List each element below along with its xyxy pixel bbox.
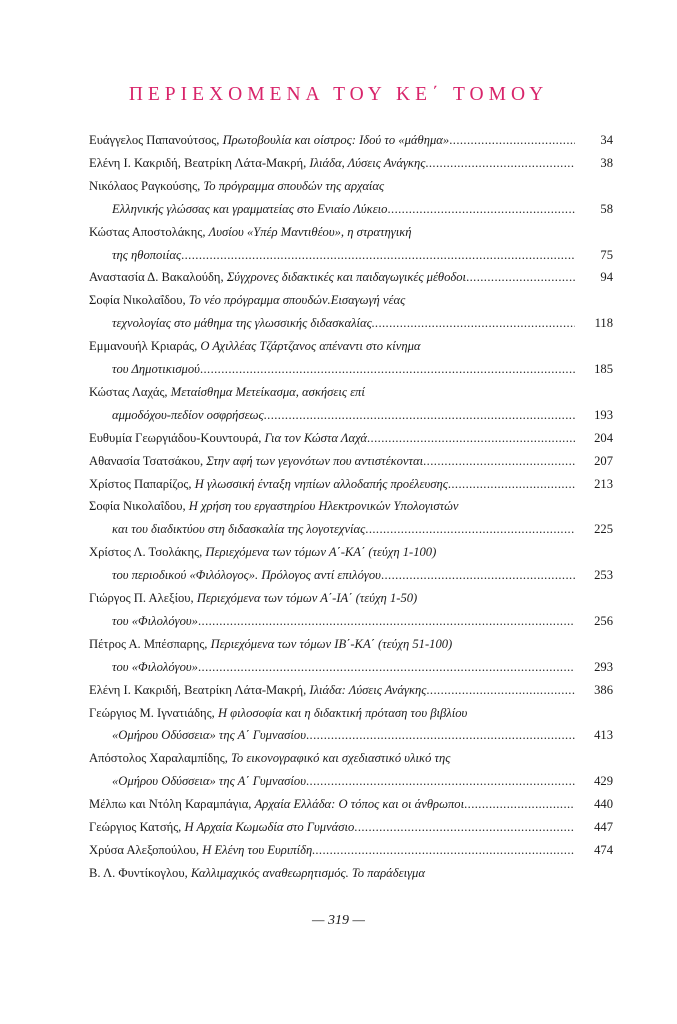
toc-title: Στην αφή των γεγονότων που αντιστέκονται	[206, 453, 424, 468]
toc-title: Το νέο πρόγραμμα σπουδών.Εισαγωγή νέας	[188, 293, 406, 308]
toc-page-number: 118	[594, 316, 613, 331]
toc-text	[89, 542, 436, 562]
toc-title: Η γλωσσική ένταξη νηπίων αλλοδαπής προέλευσης	[194, 476, 448, 491]
toc-page-number: 440	[594, 797, 613, 812]
toc-page-number: 256	[594, 613, 613, 628]
dot-leader	[375, 313, 575, 333]
dot-leader	[306, 771, 575, 791]
toc-text	[89, 176, 384, 196]
toc-page-number: 204	[594, 430, 613, 445]
toc-text	[112, 359, 200, 379]
toc-entry-line	[89, 703, 613, 723]
toc-text	[89, 817, 354, 837]
toc-entry-line	[89, 290, 613, 310]
toc-title: Ιλιάδα: Λύσεις Ανάγκης	[309, 682, 427, 697]
toc-text	[89, 588, 417, 608]
toc-entry-continuation	[112, 245, 613, 265]
toc-entry-continuation	[112, 725, 613, 745]
toc-entry-line	[89, 153, 613, 173]
toc-text	[89, 290, 405, 310]
toc-title: του «Φιλολόγου»	[112, 659, 198, 674]
toc-entry-line	[89, 130, 613, 150]
toc-text	[89, 863, 425, 883]
toc-title: Η φιλοσοφία και η διδακτική πρόταση του βιβλίου	[217, 705, 468, 720]
toc-page-number: 94	[600, 270, 613, 285]
toc-title: τεχνολογίας στο μάθημα της γλωσσικής διδασκαλίας.	[112, 316, 375, 331]
toc-entry-continuation	[112, 313, 613, 333]
dot-leader	[181, 245, 575, 265]
toc-page-number: 185	[594, 362, 613, 376]
toc-title: «Ομήρου Οδύσσεια» της Α΄ Γυμνασίου	[112, 728, 306, 743]
toc-text	[89, 840, 315, 860]
dot-leader	[200, 359, 575, 379]
toc-title: και του διαδικτύου στη διδασκαλία της λογοτεχνίας	[112, 522, 366, 537]
toc-title: Το εικονογραφικό και σχεδιαστικό υλικό της	[231, 751, 451, 766]
toc-text	[112, 405, 264, 425]
toc-author: Γιώργος Π. Αλεξίου,	[89, 591, 197, 605]
toc-page-number: 38	[600, 155, 613, 170]
dot-leader	[306, 725, 575, 745]
toc-text	[89, 451, 423, 471]
toc-author: Γεώργιος Κατσής,	[89, 820, 185, 834]
toc-author: Χρίστος Παπαρίζος,	[89, 476, 195, 491]
toc-text	[89, 496, 458, 516]
toc-page-number: 293	[594, 659, 613, 674]
toc-entry-line	[89, 336, 613, 356]
dot-leader	[425, 153, 575, 173]
toc-text	[89, 382, 365, 402]
toc-text	[112, 313, 375, 333]
toc-entry-continuation	[112, 657, 613, 677]
page-number: — 319 —	[312, 913, 365, 928]
toc-entry-line	[89, 634, 613, 654]
toc-text	[112, 771, 306, 791]
toc-text	[89, 634, 452, 654]
toc-entry-line	[89, 748, 613, 768]
toc-page-number: 429	[594, 774, 613, 789]
toc-text	[112, 657, 198, 677]
toc-title: Καλλιμαχικός αναθεωρητισμός. Το παράδειγμα	[190, 865, 425, 880]
toc-page-number: 413	[594, 728, 613, 743]
toc-title: Μεταίσθημα Μετείκασμα, ασκήσεις επί	[170, 384, 365, 399]
toc-entry-line	[89, 840, 613, 860]
toc-title: Περιεχόμενα των τόμων Α΄-ΙΑ΄ (τεύχη 1-50)	[196, 591, 418, 605]
toc-author: Κώστας Αποστολάκης,	[89, 224, 209, 239]
toc-entry-line	[89, 794, 613, 814]
toc-author: Πέτρος Α. Μπέσπαρης,	[89, 636, 211, 651]
toc-entry-line	[89, 588, 613, 608]
dot-leader	[198, 611, 575, 631]
toc-title: Η Αρχαία Κωμωδία στο Γυμνάσιο	[184, 820, 355, 834]
toc-title: Περιεχόμενα των τόμων ΙΒ΄-ΚΑ΄ (τεύχη 51-100)	[210, 636, 453, 651]
toc-text	[89, 222, 412, 242]
toc-author: Μέλπω και Ντόλη Καραμπάγια,	[89, 797, 255, 812]
toc-title: Λυσίου «Υπέρ Μαντιθέου», η στρατηγική	[208, 224, 412, 239]
dot-leader	[365, 519, 575, 539]
dot-leader	[449, 130, 575, 150]
dot-leader	[423, 451, 575, 471]
toc-text	[89, 267, 466, 287]
toc-title: Ο Αχιλλέας Τζάρτζανος απέναντι στο κίνημα	[200, 339, 421, 354]
toc-author: Αναστασία Δ. Βακαλούδη,	[89, 270, 227, 285]
toc-entry-line	[89, 863, 613, 883]
toc-author: Γεώργιος Μ. Ιγνατιάδης,	[89, 705, 218, 720]
toc-author: Β. Λ. Φυντίκογλου,	[89, 865, 191, 880]
toc-text	[89, 703, 467, 723]
dot-leader	[315, 840, 575, 860]
toc-author: Σοφία Νικολαΐδου,	[89, 499, 189, 514]
toc-text	[112, 245, 181, 265]
toc-title: του περιοδικού «Φιλόλογος». Πρόλογος αντί επιλόγου	[112, 568, 381, 583]
toc-author: Χρύσα Αλεξοπούλου,	[89, 842, 203, 857]
dot-leader	[387, 199, 575, 219]
toc-title: της ηθοποιίας	[112, 247, 182, 262]
toc-page-number: 193	[594, 407, 613, 422]
toc-title: «Ομήρου Οδύσσεια» της Α΄ Γυμνασίου	[112, 774, 306, 789]
toc-entry-continuation	[112, 611, 613, 631]
dot-leader	[426, 680, 575, 700]
toc-text	[112, 611, 198, 631]
toc-text	[89, 336, 421, 356]
toc-entry-line	[89, 267, 613, 287]
toc-author: Απόστολος Χαραλαμπίδης,	[89, 751, 232, 766]
toc-text	[112, 725, 306, 745]
toc-entry-line	[89, 382, 613, 402]
toc-author: Κώστας Λαχάς,	[89, 384, 171, 399]
toc-text	[89, 130, 449, 150]
toc-entry-line	[89, 428, 613, 448]
toc-page-number: 474	[594, 842, 613, 857]
toc-title: Σύγχρονες διδακτικές και παιδαγωγικές μέθοδοι	[226, 270, 467, 285]
toc-text	[89, 428, 367, 448]
toc-page-number: 447	[594, 820, 613, 834]
toc-entry-continuation	[112, 199, 613, 219]
toc-author: Ελένη Ι. Κακριδή, Βεατρίκη Λάτα-Μακρή,	[89, 155, 310, 170]
toc-title: του Δημοτικισμού	[112, 362, 200, 376]
toc-title: του «Φιλολόγου»	[112, 613, 198, 628]
dot-leader	[381, 565, 575, 585]
toc-title: Αρχαία Ελλάδα: Ο τόπος και οι άνθρωποι	[254, 797, 465, 812]
toc-text	[89, 153, 425, 173]
toc-author: Ευάγγελος Παπανούτσος,	[89, 133, 223, 147]
toc-title: αμμοδόχου-πεδίον οσφρήσεως	[112, 407, 264, 422]
toc-author: Χρίστος Λ. Τσολάκης,	[89, 545, 206, 560]
toc-title: Η χρήση του εργαστηρίου Ηλεκτρονικών Υπολογιστών	[188, 499, 459, 514]
toc-text	[89, 748, 450, 768]
dot-leader	[198, 657, 575, 677]
toc-page-number: 253	[594, 568, 613, 583]
toc-title: Το πρόγραμμα σπουδών της αρχαίας	[203, 178, 385, 193]
toc-page-number: 213	[594, 476, 613, 491]
toc-author: Αθανασία Τσατσάκου,	[89, 453, 207, 468]
toc-entry-continuation	[112, 519, 613, 539]
toc-entry-line	[89, 496, 613, 516]
toc-text	[112, 565, 381, 585]
toc-entry-line	[89, 451, 613, 471]
toc-entry-line	[89, 474, 613, 494]
toc-text	[112, 199, 387, 219]
toc-page-number: 58	[600, 201, 613, 216]
toc-author: Σοφία Νικολαΐδου,	[89, 293, 189, 308]
toc-page-number: 75	[600, 247, 613, 262]
toc-entry-continuation	[112, 771, 613, 791]
toc-title: Ελληνικής γλώσσας και γραμματείας στο Ενιαίο Λύκειο	[112, 201, 388, 216]
dot-leader	[448, 474, 575, 494]
toc-entry-continuation	[112, 359, 613, 379]
toc-author: Νικόλαος Ραγκούσης,	[89, 178, 204, 193]
toc-author: Ελένη Ι. Κακριδή, Βεατρίκη Λάτα-Μακρή,	[89, 682, 310, 697]
toc-page-number: 34	[600, 133, 613, 147]
toc-entry-line	[89, 817, 613, 837]
toc-text	[89, 474, 448, 494]
dot-leader	[464, 794, 575, 814]
toc-title: Η Ελένη του Ευριπίδη.	[202, 842, 316, 857]
toc-author: Ευθυμία Γεωργιάδου-Κουντουρά,	[89, 430, 265, 445]
toc-entry-line	[89, 542, 613, 562]
toc-title: Πρωτοβουλία και οίστρος: Ιδού το «μάθημα»	[222, 133, 450, 147]
toc-entry-line	[89, 176, 613, 196]
dot-leader	[466, 267, 575, 287]
toc-author: Εμμανουήλ Κριαράς,	[89, 339, 201, 354]
toc-title: Περιεχόμενα των τόμων Α΄-ΚΑ΄ (τεύχη 1-100)	[205, 545, 437, 560]
toc-title: Για τον Κώστα Λαχά	[264, 430, 367, 445]
toc-page-number: 207	[594, 453, 613, 468]
toc-entry-continuation	[112, 565, 613, 585]
toc-entry-continuation	[112, 405, 613, 425]
toc-text	[89, 680, 426, 700]
toc-text	[112, 519, 365, 539]
dot-leader	[354, 817, 575, 837]
toc-page-number: 386	[594, 682, 613, 697]
toc-entry-line	[89, 680, 613, 700]
dot-leader	[367, 428, 575, 448]
toc-title: Ιλιάδα, Λύσεις Ανάγκης	[309, 155, 426, 170]
toc-text	[89, 794, 464, 814]
page-title: ΠΕΡΙΕΧΟΜΕΝΑ ΤΟΥ ΚΕ΄ ΤΟΜΟΥ	[128, 84, 549, 105]
toc-page-number: 225	[594, 522, 613, 537]
toc-entry-line	[89, 222, 613, 242]
dot-leader	[264, 405, 575, 425]
